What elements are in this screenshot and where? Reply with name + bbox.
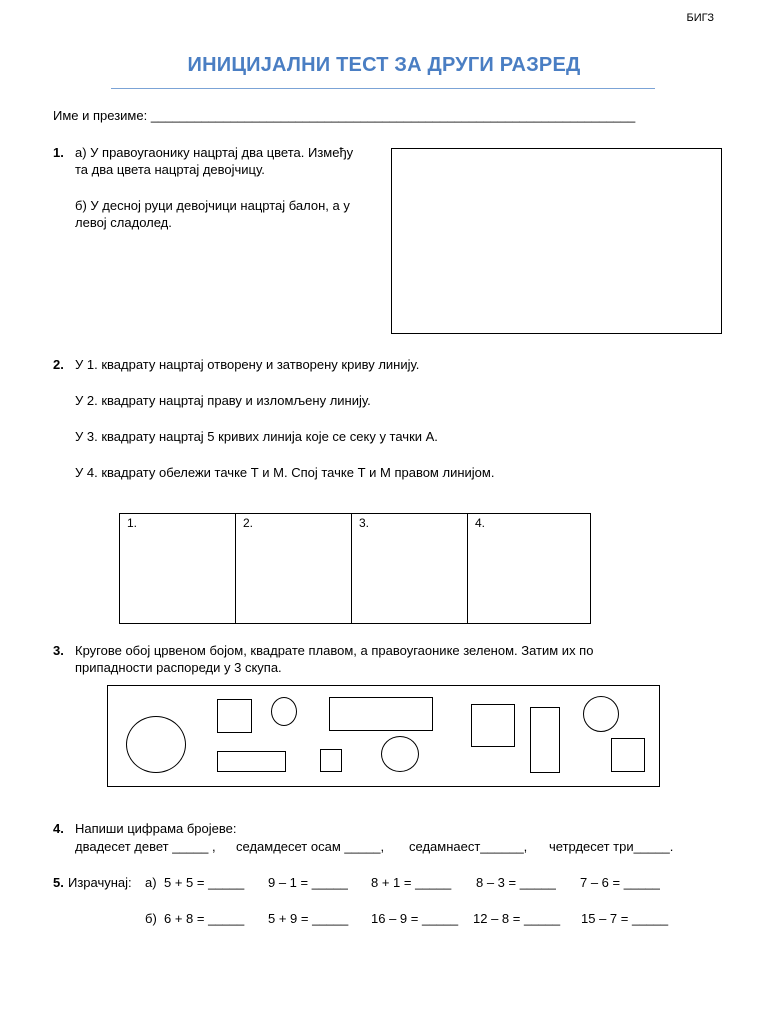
- task5-b-item-3[interactable]: 16 – 9 = _____: [371, 911, 459, 926]
- task4-number: 4.: [53, 821, 64, 836]
- rectangle-shape[interactable]: [329, 697, 433, 731]
- task1-a-line1: а) У правоугаонику нацртај два цвета. Између: [75, 145, 354, 160]
- square-2-label: 2.: [243, 516, 254, 530]
- square-3[interactable]: [352, 514, 468, 624]
- task3-line2: припадности распореди у 3 скупа.: [75, 660, 282, 675]
- task3-shapes-box: [107, 685, 660, 787]
- task4-item-2[interactable]: седамдесет осам _____,: [236, 839, 385, 854]
- task5-b-item-4[interactable]: 12 – 8 = _____: [473, 911, 561, 926]
- circle-shape[interactable]: [381, 736, 419, 772]
- square-1-label: 1.: [127, 516, 138, 530]
- task2-line1: У 1. квадрату нацртај отворену и затворену криву линију.: [75, 357, 420, 372]
- rectangle-shape[interactable]: [530, 707, 560, 773]
- circle-shape[interactable]: [271, 697, 297, 726]
- task4-item-4[interactable]: четрдесет три_____.: [549, 839, 674, 854]
- task5-label: Израчунај:: [68, 875, 132, 890]
- document-code: БИГЗ: [686, 12, 714, 24]
- task1-drawing-area[interactable]: [391, 148, 722, 334]
- task5-number: 5.: [53, 875, 64, 890]
- task2-line3: У 3. квадрату нацртај 5 кривих линија које се секу у тачки А.: [75, 429, 438, 444]
- task3-number: 3.: [53, 643, 64, 658]
- task2-line2: У 2. квадрату нацртај праву и изломљену линију.: [75, 393, 371, 408]
- task5-a-item-3[interactable]: 8 + 1 = _____: [371, 875, 452, 890]
- square-shape[interactable]: [611, 738, 645, 772]
- rectangle-shape[interactable]: [217, 751, 286, 772]
- square-4-label: 4.: [475, 516, 486, 530]
- task5-a-item-2[interactable]: 9 – 1 = _____: [268, 875, 348, 890]
- task1-b-line1: б) У десној руци девојчици нацртај балон, а у: [75, 198, 350, 213]
- task5-row-a-label: а): [145, 875, 157, 890]
- square-4[interactable]: [468, 514, 590, 624]
- task5-a-item-1[interactable]: 5 + 5 = _____: [164, 875, 245, 890]
- name-field[interactable]: Име и презиме: ___________________________________________________________________: [53, 108, 636, 123]
- square-3-label: 3.: [359, 516, 370, 530]
- title-underline: [111, 88, 655, 89]
- task4-item-3[interactable]: седамнаест______,: [409, 839, 528, 854]
- task5-b-item-2[interactable]: 5 + 9 = _____: [268, 911, 349, 926]
- task2-number: 2.: [53, 357, 64, 372]
- task5-b-item-5[interactable]: 15 – 7 = _____: [581, 911, 669, 926]
- task4-line1: Напиши цифрама бројеве:: [75, 821, 237, 836]
- task5-b-item-1[interactable]: 6 + 8 = _____: [164, 911, 245, 926]
- task4-item-1[interactable]: двадесет девет _____ ,: [75, 839, 216, 854]
- circle-shape[interactable]: [583, 696, 619, 732]
- square-shape[interactable]: [471, 704, 515, 747]
- square-2[interactable]: [236, 514, 352, 624]
- square-1[interactable]: [120, 514, 236, 624]
- square-shape[interactable]: [320, 749, 342, 772]
- circle-shape[interactable]: [126, 716, 186, 773]
- page-title: ИНИЦИЈАЛНИ ТЕСТ ЗА ДРУГИ РАЗРЕД: [187, 54, 581, 76]
- task2-line4: У 4. квадрату обележи тачке Т и М. Спој тачке Т и М правом линијом.: [75, 465, 495, 480]
- task1-number: 1.: [53, 145, 64, 160]
- task2-squares: [119, 513, 591, 624]
- task1-b-line2: левој сладолед.: [75, 215, 172, 230]
- task3-line1: Кругове обој црвеном бојом, квадрате плавом, а правоугаонике зеленом. Затим их по: [75, 643, 594, 658]
- task5-a-item-5[interactable]: 7 – 6 = _____: [580, 875, 660, 890]
- task5-row-b-label: б): [145, 911, 157, 926]
- square-shape[interactable]: [217, 699, 252, 733]
- task1-a-line2: та два цвета нацртај девојчицу.: [75, 162, 265, 177]
- task5-a-item-4[interactable]: 8 – 3 = _____: [476, 875, 556, 890]
